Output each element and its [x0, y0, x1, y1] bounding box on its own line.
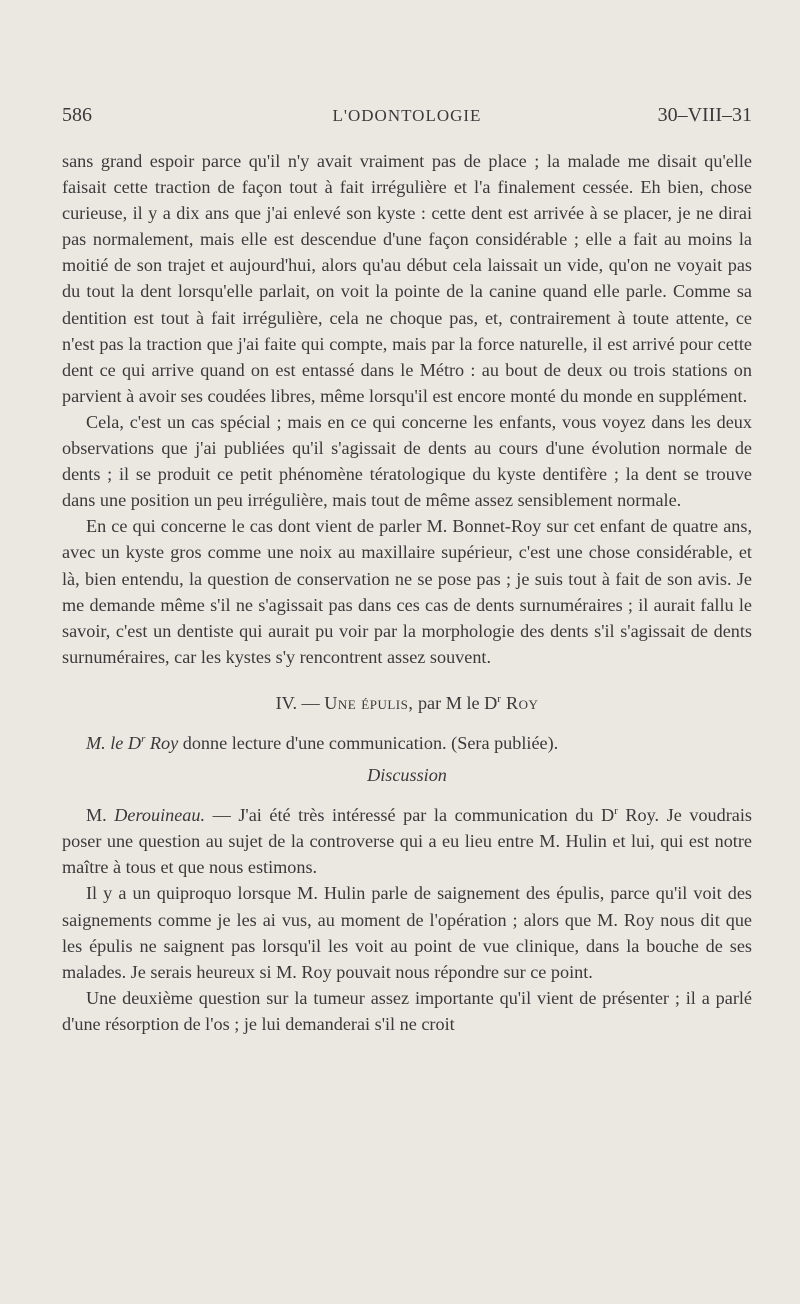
section-heading — [62, 690, 752, 716]
paragraph-bonnet-roy: En ce qui concerne le cas dont vient de parler M. Bonnet-Roy sur cet enfant de quatre ans, avec un kyste gros comme une noix au maxillaire supérieur, c'est une chose considérable, et là, bien entendu, la question de conservation ne se pose pas ; je suis tout à fait de son avis. Je me demande même s'il ne s'agissait pas dans ces cas de dents surnuméraires ; il aurait fallu le savoir, c'est un dentiste qui aurait pu voir par la morphologie des dents s'il s'agissait de dents surnuméraires, car les kystes s'y rencontrent assez souvent. — [62, 516, 752, 667]
section-by: par M le D — [413, 692, 498, 713]
journal-title: L'ODONTOLOGIE — [332, 106, 482, 125]
communication-text: donne lecture d'une communication. (Sera publiée). — [178, 732, 559, 753]
communication-line — [62, 730, 752, 756]
section-author: Roy — [500, 692, 539, 713]
discussion-text-b: Roy. Je voudrais poser une question au sujet de la controverse qui a eu lieu entre M. Hulin et lui, qui est notre maître à tous et que nous estimons. — [62, 805, 752, 878]
section-title: Une épulis, — [324, 692, 414, 713]
communication-speaker-prefix: M. le D — [86, 732, 142, 753]
body-text — [62, 148, 752, 1037]
discussion-text-a: — J'ai été très intéressé par la communication du D — [205, 805, 615, 826]
paragraph-special-case: Cela, c'est un cas spécial ; mais en ce qui concerne les enfants, vous voyez dans les deux observations que j'ai publiées qu'il s'agissait de dents au cours d'une évolution normale de dents ; il se produit ce petit phénomène tératologique du kyste dentifère ; la dent se trouve dans une position un peu irrégulière, mais tout de même assez sensiblement normale. — [62, 411, 752, 511]
section-numeral: IV. — — [275, 692, 325, 713]
discussion-paragraph-1 — [62, 802, 752, 880]
discussion-heading: Discussion — [367, 765, 447, 786]
discussion-paragraph-3: Une deuxième question sur la tumeur assez importante qu'il vient de présenter ; il a parlé d'une résorption de l'os ; je lui demanderai s'il ne croit — [62, 987, 752, 1034]
issue-date: 30–VIII–31 — [657, 104, 752, 126]
page-number: 586 — [62, 104, 92, 126]
section-by-sup: r — [497, 692, 501, 705]
discussion-text-sup: r — [614, 805, 618, 818]
discussion-speaker-name: Derouineau. — [114, 805, 206, 826]
running-head — [62, 104, 752, 134]
communication-speaker-name: Roy — [145, 732, 179, 753]
discussion-speaker-prefix: M. — [86, 805, 115, 826]
communication-speaker-sup: r — [141, 732, 146, 745]
paragraph-continuation: sans grand espoir parce qu'il n'y avait vraiment pas de place ; la malade me disait qu'elle faisait cette traction de façon tout à fait irrégulière et l'a finalement cessée. Eh bien, chose curieuse, il y a dix ans que j'ai enlevé son kyste : cette dent est arrivée à se placer, je ne dirai pas normalement, mais elle est descendue d'une façon considérable ; elle a fait au moins la moitié de son trajet et aujourd'hui, alors qu'au début cela laissait un vide, qu'on ne voyait pas du tout la dent lorsqu'elle parlait, on voit la pointe de la canine quand elle parle. Comme sa dentition est tout à fait irrégulière, cela ne choque pas, et, contrairement à toute attente, ce n'est pas la traction que j'ai faite qui compte, mais par la force naturelle, il est arrivé pour cette dent ce qui arrive quand on est entassé dans le Métro : au bout de deux ou trois stations on parvient à avoir ses coudées libres, même lorsqu'il est encore monté du monde en supplément. — [62, 151, 752, 406]
discussion-paragraph-2: Il y a un quiproquo lorsque M. Hulin parle de saignement des épulis, parce qu'il voit des saignements comme je les ai vus, au moment de l'opération ; alors que M. Roy nous dit que les épulis ne saignent pas lorsqu'il les voit au point de vue clinique, dans la bouche de ses malades. Je serais heureux si M. Roy pouvait nous répondre sur ce point. — [62, 883, 752, 982]
